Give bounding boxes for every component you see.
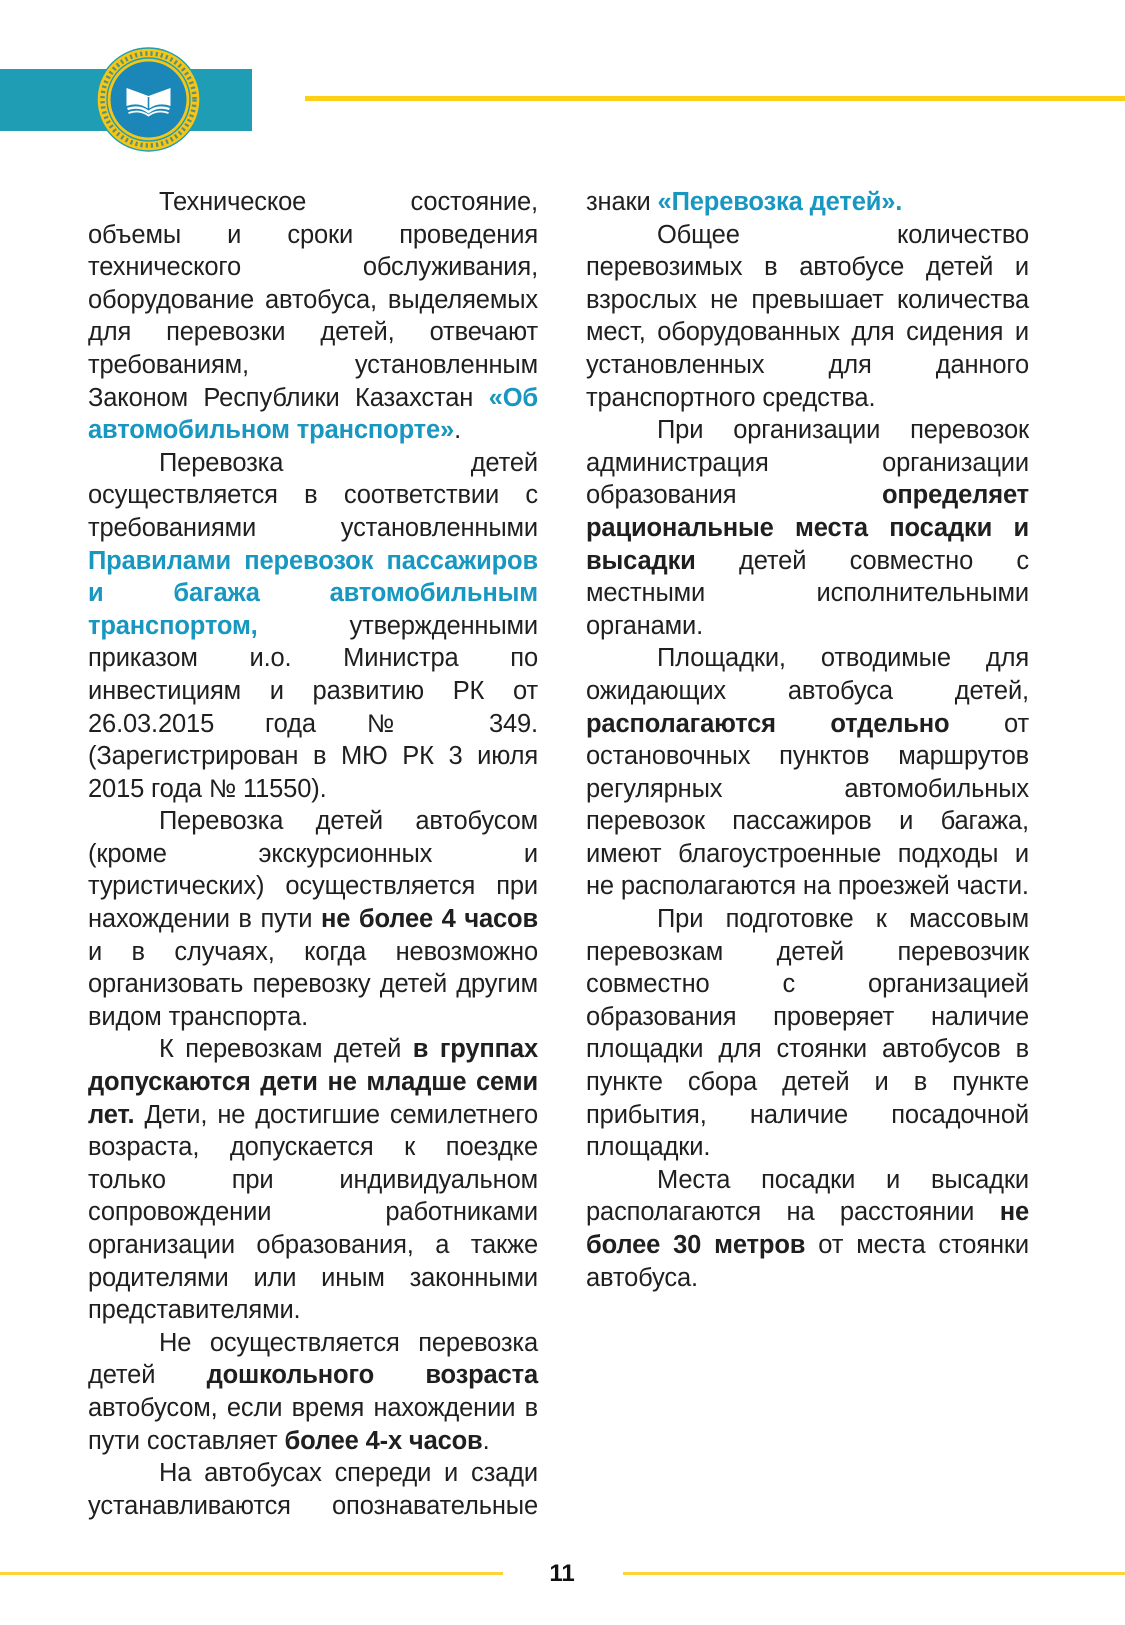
text-column-left (88, 186, 538, 1522)
text-segment: и в случаях, когда невозможно организовать перевозку детей другим видом транспорта. (88, 937, 538, 1031)
paragraph (586, 1164, 1029, 1294)
paragraph (586, 903, 1029, 1164)
text-column-right (586, 186, 1029, 1294)
text-segment: При организации перевозок администрация организации образования (586, 416, 1029, 510)
paragraph (88, 1033, 538, 1326)
header-yellow-rule (305, 96, 1125, 101)
text-segment: Места посадки и высадки располагаются на расстоянии (586, 1165, 1029, 1227)
text-segment: Площадки, отводимые для ожидающих автобуса детей, (586, 644, 1029, 705)
text-segment: дошкольного возраста (206, 1361, 538, 1390)
paragraph (586, 414, 1029, 642)
text-segment: На автобусах спереди и сзади устанавливаются опознавательные (88, 1459, 538, 1520)
text-segment: от места стоянки автобуса. (586, 1231, 1029, 1292)
text-segment: от остановочных пунктов маршрутов регулярных автомобильных перевозок пассажиров и багажа, имеют благоустроенные подходы и не располагаются на проезжей части. (586, 709, 1029, 901)
text-segment: определяет рациональные места посадки и высадки (586, 481, 1029, 575)
paragraph (88, 447, 538, 806)
paragraph (88, 1457, 538, 1522)
open-book-icon (96, 47, 201, 152)
text-segment: К перевозкам детей (159, 1035, 413, 1064)
text-segment: автобусом, если время нахождении в пути составляет (88, 1393, 538, 1455)
text-segment: Перевозка детей автобусом (кроме экскурсионных и туристических) осуществляется при нахождении в пути (88, 807, 538, 934)
text-segment: При подготовке к массовым перевозкам детей перевозчик совместно с организацией образования проверяет наличие площадки для стоянки автобусов в пункте сбора детей и в пункте прибытия, наличие посадочной площадки. (586, 905, 1029, 1162)
text-segment: Общее количество перевозимых в автобусе детей и взрослых не превышает количества мест, оборудованных для сидения и установленных для данного транспортного средства. (586, 220, 1029, 412)
text-segment: . (454, 416, 461, 445)
text-segment: детей совместно с местными исполнительными органами. (586, 546, 1029, 640)
text-segment: в группах допускаются дети не младше семи лет. (88, 1035, 538, 1129)
paragraph (586, 219, 1029, 415)
paragraph (88, 186, 538, 447)
paragraph (88, 805, 538, 1033)
text-segment: . (482, 1426, 490, 1455)
text-segment: утвержденными приказом и.о. Министра по инвестициям и развитию РК от 26.03.2015 года № 349. (Зарегистрирован в МЮ РК 3 июля 2015 года № 11550). (88, 611, 538, 803)
text-segment: располагаются отдельно (586, 709, 950, 738)
paragraph (88, 1327, 538, 1457)
text-segment: более 4-х часов (284, 1426, 483, 1455)
footer-yellow-rule-left (0, 1572, 503, 1575)
footer-yellow-rule-right (623, 1572, 1125, 1575)
highlighted-reference-text: «Об автомобильном транспорте» (88, 383, 538, 445)
logo (96, 47, 201, 152)
text-segment: Техническое состояние, объемы и сроки проведения технического обслуживания, оборудование автобуса, выделяемых для перевозки детей, отвечают требованиям, установленным Законом Республики Казахстан (88, 188, 538, 412)
highlighted-reference-text: Правилами перевозок пассажиров и багажа автомобильным транспортом, (88, 546, 538, 640)
paragraph (586, 186, 1029, 219)
paragraph (586, 642, 1029, 903)
text-segment: Не осуществляется перевозка детей (88, 1328, 538, 1390)
text-segment: не более 4 часов (320, 905, 538, 934)
text-segment: знаки (586, 188, 658, 216)
highlighted-reference-text: «Перевозка детей». (657, 188, 903, 216)
text-segment: Перевозка детей осуществляется в соответствии с требованиями установленными (88, 448, 538, 542)
page-number: 11 (549, 1560, 575, 1587)
text-segment: не более 30 метров (586, 1198, 1029, 1259)
text-segment: Дети, не достигшие семилетнего возраста, допускается к поездке только при индивидуальном сопровождении работниками организации образования, а также родителями или иным законными представителями. (88, 1100, 538, 1325)
